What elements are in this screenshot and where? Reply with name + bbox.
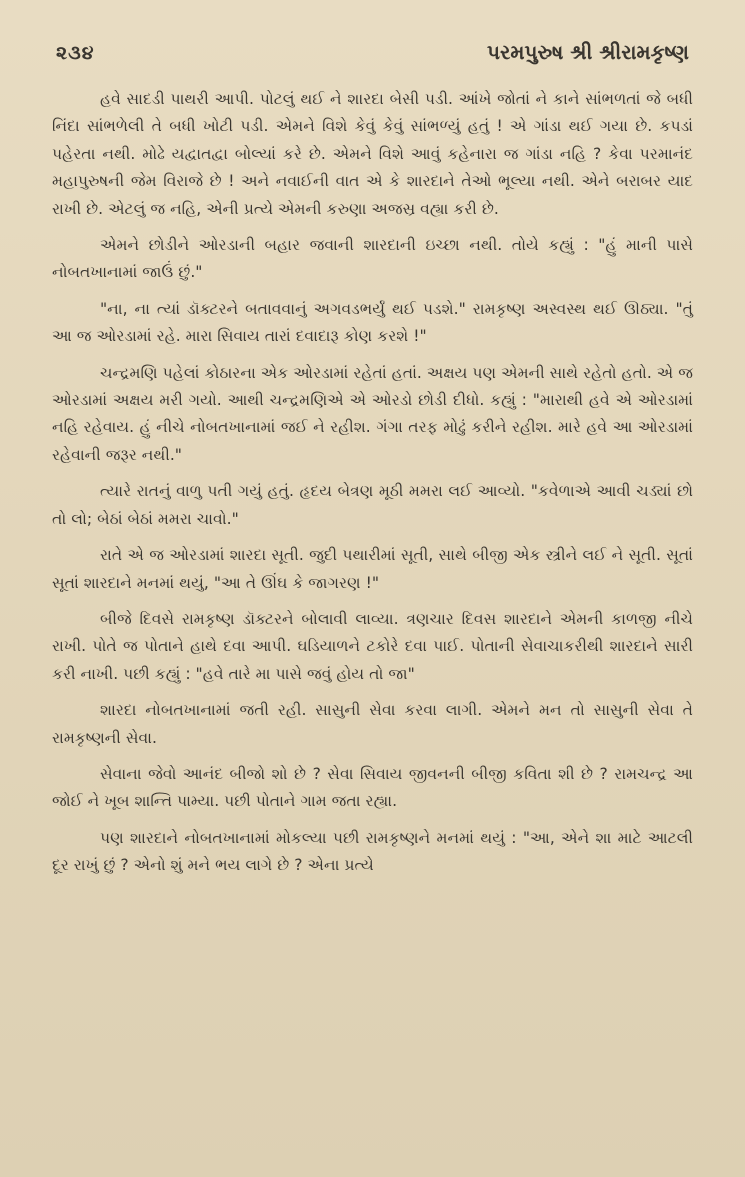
paragraph: શારદા નોબતખાનામાં જતી રહી. સાસુની સેવા કરવા લાગી. એમને મન તો સાસુની સેવા તે રામકૃષ્ણની સેવા. (52, 701, 693, 747)
running-title: પરમપુરુષ શ્રી શ્રીરામકૃષ્ણ (487, 40, 689, 64)
paragraph: હવે સાદડી પાથરી આપી. પોટલું થઈ ને શારદા બેસી પડી. આંખે જોતાં ને કાને સાંભળતાં જે બધી નિંદા સાંભળેલી તે બધી ખોટી પડી. એમને વિશે કેવું કેવું સાંભળ્યું હતું ! એ ગાંડા થઈ ગયા છે. કપડાં પહેરતા નથી. મોઢે યદ્વાતદ્વા બોલ્યાં કરે છે. એમને વિશે આવું કહેનારા જ ગાંડા નહિ ? કેવા પરમાનંદ મહાપુરુષની જેમ વિરાજે છે ! અને નવાઈની વાત એ કે શારદાને તેઓ ભૂલ્યા નથી. એને બરાબર યાદ રાખી છે. એટલું જ નહિ, એની પ્રત્યે એમની કરુણા અજસ્ર વહ્યા કરી છે. (52, 90, 693, 218)
paragraph: ચન્દ્રમણિ પહેલાં કોઠારના એક ઓરડામાં રહેતાં હતાં. અક્ષય પણ એમની સાથે રહેતો હતો. એ જ ઓરડામાં અક્ષય મરી ગયો. આથી ચન્દ્રમણિએ એ ઓરડો છોડી દીધો. કહ્યું : "મારાથી હવે એ ઓરડામાં નહિ રહેવાય. હું નીચે નોબતખાનામાં જઈ ને રહીશ. ગંગા તરફ મોઢું કરીને રહીશ. મારે હવે આ ઓરડામાં રહેવાની જરૂર નથી." (52, 363, 693, 464)
body-text (52, 86, 693, 880)
page-header (52, 40, 693, 64)
paragraph: પણ શારદાને નોબતખાનામાં મોકલ્યા પછી રામકૃષ્ણને મનમાં થયું : "આ, એને શા માટે આટલી દૂર રાખું છું ? એનો શું મને ભય લાગે છે ? એના પ્રત્યે (52, 828, 693, 875)
paragraph: બીજે દિવસે રામકૃષ્ણ ડૉક્ટરને બોલાવી લાવ્યા. ત્રણચાર દિવસ શારદાને એમની કાળજી નીચે રાખી. પોતે જ પોતાને હાથે દવા આપી. ઘડિયાળને ટકોરે દવા પાઈ. પોતાની સેવાચાકરીથી શારદાને સારી કરી નાખી. પછી કહ્યું : "હવે તારે મા પાસે જવું હોય તો જા" (52, 609, 693, 683)
paragraph: રાતે એ જ ઓરડામાં શારદા સૂતી. જુદી પથારીમાં સૂતી, સાથે બીજી એક સ્ત્રીને લઈ ને સૂતી. સૂતાં સૂતાં શારદાને મનમાં થયું, "આ તે ઊંઘ કે જાગરણ !" (52, 546, 693, 592)
paragraph: એમને છોડીને ઓરડાની બહાર જવાની શારદાની ઇચ્છા નથી. તોયે કહ્યું : "હું માની પાસે નોબતખાનામાં જાઉં છું." (52, 236, 693, 282)
paragraph: "ના, ના ત્યાં ડૉક્ટરને બતાવવાનું અગવડભર્યું થઈ પડશે." રામકૃષ્ણ અસ્વસ્થ થઈ ઊઠ્યા. "તું આ જ ઓરડામાં રહે. મારા સિવાય તારાં દવાદારૂ કોણ કરશે !" (52, 299, 693, 346)
page-number: ૨૩૪ (56, 42, 95, 64)
paragraph: સેવાના જેવો આનંદ બીજો શો છે ? સેવા સિવાય જીવનની બીજી કવિતા શી છે ? રામચન્દ્ર આ જોઈ ને ખૂબ શાન્તિ પામ્યા. પછી પોતાને ગામ જતા રહ્યા. (52, 764, 693, 811)
paragraph: ત્યારે રાતનું વાળુ પતી ગયું હતું. હૃદય બેત્રણ મૂઠી મમરા લઈ આવ્યો. "કવેળાએ આવી ચડ્યાં છો તો લો; બેઠાં બેઠાં મમરા ચાવો." (52, 482, 693, 528)
